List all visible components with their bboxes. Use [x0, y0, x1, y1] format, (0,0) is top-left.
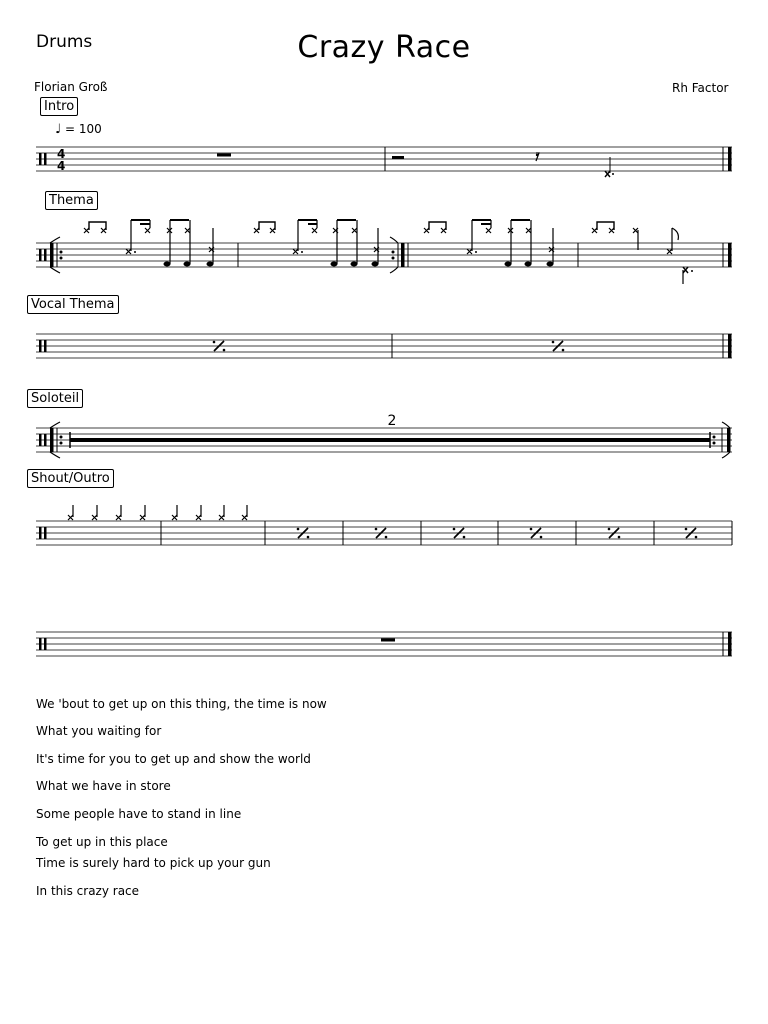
lyric-line: What we have in store	[36, 779, 171, 793]
staff-soloteil	[36, 422, 732, 458]
thema-measure-4	[592, 222, 693, 284]
quarter-note-icon: ♩	[55, 122, 62, 137]
time-signature-numerator: 4	[57, 147, 66, 161]
rehearsal-mark-soloteil: Soloteil	[27, 389, 83, 408]
arranger-name: Rh Factor	[672, 81, 729, 95]
staff-shout-outro	[36, 505, 732, 545]
time-signature-denominator: 4	[57, 159, 66, 173]
composer-name: Florian Groß	[34, 80, 108, 94]
score-title: Crazy Race	[297, 30, 471, 65]
lyric-line: We 'bout to get up on this thing, the time is now	[36, 697, 327, 711]
rehearsal-mark-thema: Thema	[45, 191, 98, 210]
whole-rest-icon	[217, 154, 231, 157]
rehearsal-mark-shout-outro: Shout/Outro	[27, 469, 114, 488]
lyric-line: Time is surely hard to pick up your gun	[36, 856, 271, 870]
staff-thema	[36, 220, 732, 284]
instrument-name: Drums	[36, 32, 93, 52]
crash-hits-measure-2	[172, 505, 247, 520]
lyric-line: In this crazy race	[36, 884, 140, 898]
final-barline-icon	[728, 632, 732, 656]
crash-note-icon	[605, 171, 610, 177]
rehearsal-mark-intro: Intro	[40, 97, 78, 116]
whole-rest-icon	[381, 639, 395, 642]
staff-final	[36, 632, 732, 656]
lyric-line: Some people have to stand in line	[36, 807, 242, 821]
crash-hits-measure-1	[68, 505, 145, 520]
lyric-line: What you waiting for	[36, 724, 162, 738]
lyric-line: To get up in this place	[36, 835, 168, 849]
half-rest-icon	[392, 156, 404, 159]
rehearsal-mark-vocal-thema: Vocal Thema	[27, 295, 119, 314]
staff-vocal-thema	[36, 334, 732, 358]
lyric-line: It's time for you to get up and show the world	[36, 752, 311, 766]
staff-intro	[36, 147, 732, 177]
tempo-text: = 100	[64, 122, 102, 136]
multirest-count: 2	[387, 413, 397, 429]
